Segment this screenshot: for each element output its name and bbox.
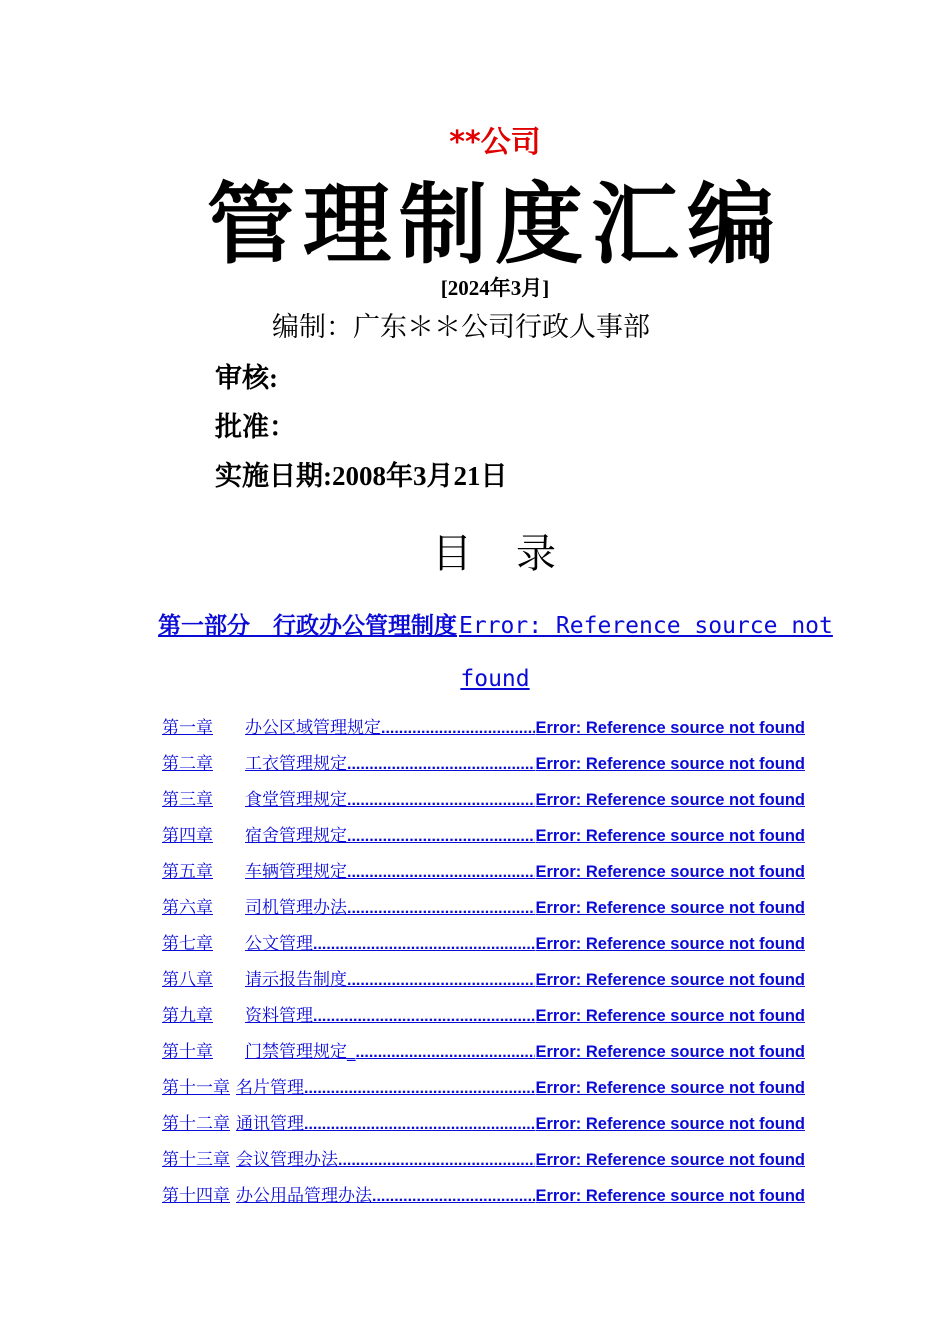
toc-entry-title: 宿舍管理规定 xyxy=(245,826,347,846)
toc-entry-chapter: 第三章 xyxy=(162,790,213,810)
toc-entry[interactable] xyxy=(162,1112,805,1136)
toc-entry[interactable] xyxy=(162,860,805,884)
toc-entry-page-ref: Error: Reference source not found xyxy=(535,1115,805,1133)
toc-entry-page-ref: Error: Reference source not found xyxy=(535,971,805,989)
toc-entry[interactable] xyxy=(162,1040,805,1064)
toc-entry-leader xyxy=(347,969,535,992)
toc-entry[interactable] xyxy=(162,1184,805,1208)
toc-entry-title: 办公区域管理规定 xyxy=(245,718,381,738)
toc-entry-title: 公文管理 xyxy=(245,934,313,954)
toc-entry-title: 通讯管理 xyxy=(236,1114,304,1134)
toc-entry[interactable] xyxy=(162,752,805,776)
toc-entry-page-ref: Error: Reference source not found xyxy=(535,719,805,737)
toc-entry-title: 请示报告制度 xyxy=(245,970,347,990)
toc-entry[interactable] xyxy=(162,824,805,848)
toc-entry-chapter: 第八章 xyxy=(162,970,213,990)
toc-part-error-continued[interactable]: found xyxy=(460,666,530,692)
toc-entry-leader xyxy=(347,897,535,920)
toc-entry[interactable] xyxy=(162,1148,805,1172)
toc-entry-page-ref: Error: Reference source not found xyxy=(535,1079,805,1097)
toc-entry-page-ref: Error: Reference source not found xyxy=(535,1043,805,1061)
toc-entry-chapter: 第十一章 xyxy=(162,1078,230,1098)
toc-entry-chapter: 第十章 xyxy=(162,1042,213,1062)
toc-entry-leader xyxy=(347,861,535,884)
toc-entry-page-ref: Error: Reference source not found xyxy=(535,827,805,845)
toc-entry-page-ref: Error: Reference source not found xyxy=(535,1151,805,1169)
toc-entry[interactable] xyxy=(162,1004,805,1028)
toc-entry-title: 办公用品管理办法 xyxy=(236,1186,372,1206)
toc-entry[interactable] xyxy=(162,1076,805,1100)
toc-entry-page-ref: Error: Reference source not found xyxy=(535,755,805,773)
toc-entry[interactable] xyxy=(162,788,805,812)
toc-entry-leader xyxy=(304,1077,535,1100)
toc-entry-chapter: 第四章 xyxy=(162,826,213,846)
toc-entry-page-ref: Error: Reference source not found xyxy=(535,1187,805,1205)
toc-entry-chapter: 第十四章 xyxy=(162,1186,230,1206)
toc-entry-title: 食堂管理规定 xyxy=(245,790,347,810)
approver-line: 批准： xyxy=(215,412,296,442)
toc-entry-title: 资料管理 xyxy=(245,1006,313,1026)
document-title: 管理制度汇编 xyxy=(206,172,783,276)
toc-part-link[interactable] xyxy=(158,607,833,640)
toc-entry-page-ref: Error: Reference source not found xyxy=(535,863,805,881)
toc-entry-leader xyxy=(381,717,535,740)
toc-entry-leader xyxy=(347,753,535,776)
toc-entry-chapter: 第十二章 xyxy=(162,1114,230,1134)
toc-entry-leader xyxy=(347,789,535,812)
company-name: **公司 xyxy=(449,125,541,160)
toc-entry-title: 车辆管理规定 xyxy=(245,862,347,882)
toc-entry[interactable] xyxy=(162,716,805,740)
toc-entry-chapter: 第九章 xyxy=(162,1006,213,1026)
toc-entry[interactable] xyxy=(162,932,805,956)
reviewer-line: 审核: xyxy=(215,363,278,393)
toc-entry-page-ref: Error: Reference source not found xyxy=(535,791,805,809)
toc-entry-title: 会议管理办法 xyxy=(236,1150,338,1170)
toc-entry-chapter: 第二章 xyxy=(162,754,213,774)
toc-entry-title: 工衣管理规定 xyxy=(245,754,347,774)
implementation-date: 实施日期:2008年3月21日 xyxy=(215,461,508,491)
toc-entry-chapter: 第七章 xyxy=(162,934,213,954)
toc-entry-page-ref: Error: Reference source not found xyxy=(535,935,805,953)
toc-entry[interactable] xyxy=(162,896,805,920)
toc-part-label: 第一部分 行政办公管理制度 xyxy=(158,613,457,639)
toc-entry-title: 司机管理办法 xyxy=(245,898,347,918)
toc-entry-page-ref: Error: Reference source not found xyxy=(535,899,805,917)
toc-entry-leader xyxy=(304,1113,535,1136)
toc-entry[interactable] xyxy=(162,968,805,992)
toc-title: 目 录 xyxy=(432,531,558,577)
toc-entry-leader xyxy=(372,1185,535,1208)
toc-entry-leader xyxy=(313,933,535,956)
toc-entry-leader xyxy=(338,1149,535,1172)
toc-part-error: Error: Reference source not xyxy=(459,613,833,639)
toc-entry-page-ref: Error: Reference source not found xyxy=(535,1007,805,1025)
toc-entry-chapter: 第五章 xyxy=(162,862,213,882)
toc-entry-leader xyxy=(356,1041,536,1064)
toc-entry-chapter: 第一章 xyxy=(162,718,213,738)
document-date: [2024年3月] xyxy=(440,276,550,300)
toc-entry-chapter: 第六章 xyxy=(162,898,213,918)
toc-entry-title: 名片管理 xyxy=(236,1078,304,1098)
toc-entry-chapter: 第十三章 xyxy=(162,1150,230,1170)
toc-entry-leader xyxy=(313,1005,535,1028)
toc-entry-title: 门禁管理规定_ xyxy=(245,1042,356,1062)
compiler-line: 编制：广东＊＊公司行政人事部 xyxy=(272,312,650,343)
toc-entry-leader xyxy=(347,825,535,848)
